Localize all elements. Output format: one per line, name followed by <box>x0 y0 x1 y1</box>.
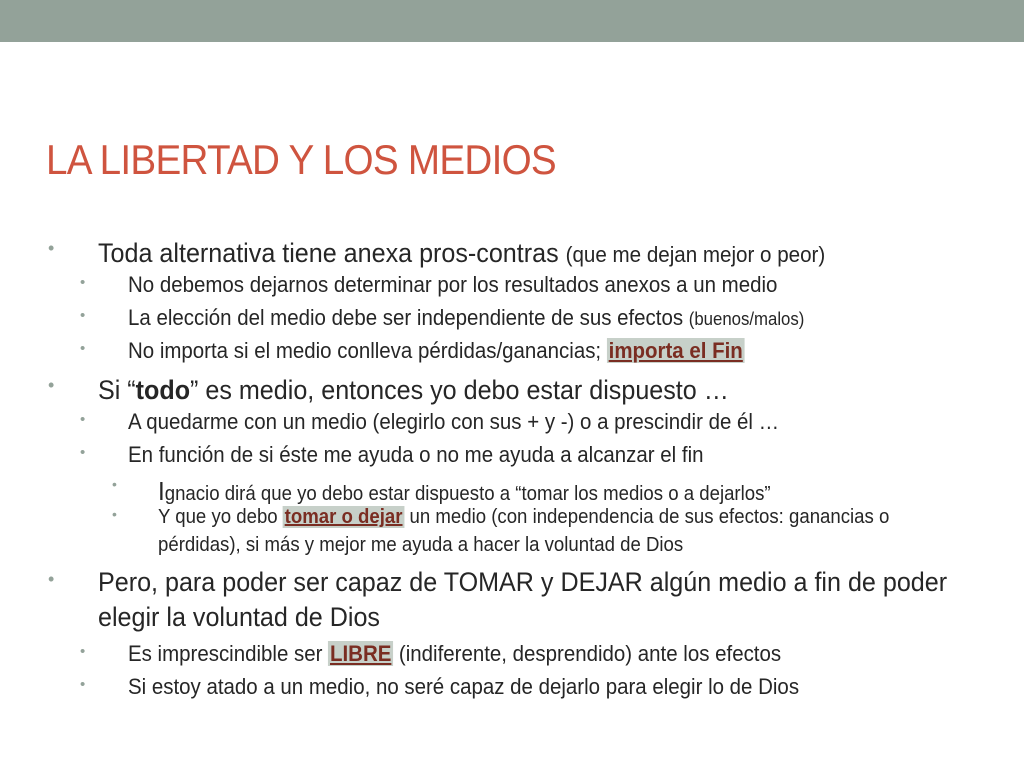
item-text: Si “todo” es medio, entonces yo debo estar dispuesto … <box>98 375 729 405</box>
list-item-level3 <box>0 503 1024 563</box>
bullet-list <box>0 232 1024 705</box>
bullet-icon: • <box>48 375 55 395</box>
item-note: (buenos/malos) <box>688 309 805 329</box>
item-text: No debemos dejarnos determinar por los resultados anexos a un medio <box>128 272 778 297</box>
item-text: Pero, para poder ser capaz de TOMAR y DEJAR algún medio a fin de poder elegir la voluntad de Dios <box>98 567 948 632</box>
bullet-icon: • <box>80 676 86 693</box>
slide-title: LA LIBERTAD Y LOS MEDIOS <box>46 136 556 183</box>
highlighted-text: importa el Fin <box>608 338 743 363</box>
list-item-level2 <box>0 303 1024 336</box>
bullet-icon: • <box>80 411 86 428</box>
item-text: La elección del medio debe ser independiente de sus efectos (buenos/malos) <box>128 305 805 330</box>
bullet-icon: • <box>80 307 86 324</box>
list-item-level2 <box>0 336 1024 369</box>
bullet-icon: • <box>112 476 117 492</box>
item-text: Si estoy atado a un medio, no seré capaz de dejarlo para elegir lo de Dios <box>128 674 800 699</box>
bullet-icon: • <box>48 569 55 589</box>
item-text: A quedarme con un medio (elegirlo con sus + y -) o a prescindir de él … <box>128 409 780 434</box>
bold-text: todo <box>135 375 191 405</box>
top-decorative-band <box>0 0 1024 42</box>
list-item-level2 <box>0 672 1024 705</box>
list-item-level1 <box>0 232 1024 270</box>
bullet-icon: • <box>80 643 86 660</box>
bullet-icon: • <box>48 238 55 258</box>
list-item-level2 <box>0 270 1024 303</box>
item-text: Toda alternativa tiene anexa pros-contras (que me dejan mejor o peor) <box>98 238 826 268</box>
list-item-level1 <box>0 369 1024 407</box>
bullet-icon: • <box>112 506 117 522</box>
bullet-icon: • <box>80 274 86 291</box>
item-text: Y que yo debo tomar o dejar un medio (con independencia de sus efectos: ganancias o pérdidas), si más y mejor me ayuda a hacer la voluntad de Dios <box>158 506 890 556</box>
item-text: Es imprescindible ser LIBRE (indiferente, desprendido) ante los efectos <box>128 641 782 666</box>
list-item-level3 <box>0 473 1024 506</box>
bullet-icon: • <box>80 444 86 461</box>
highlighted-text: tomar o dejar <box>284 506 403 528</box>
list-item-level2 <box>0 407 1024 440</box>
bullet-icon: • <box>80 340 86 357</box>
list-item-level2 <box>0 440 1024 473</box>
item-text: Ignacio dirá que yo debo estar dispuesto a “tomar los medios o a dejarlos” <box>158 476 771 506</box>
item-text: En función de si éste me ayuda o no me ayuda a alcanzar el fin <box>128 442 704 467</box>
item-text: No importa si el medio conlleva pérdidas/ganancias; importa el Fin <box>128 338 743 363</box>
list-item-level2 <box>0 639 1024 672</box>
highlighted-text: LIBRE <box>329 641 392 666</box>
item-note: (que me dejan mejor o peor) <box>565 242 826 267</box>
list-item-level1 <box>0 563 1024 639</box>
